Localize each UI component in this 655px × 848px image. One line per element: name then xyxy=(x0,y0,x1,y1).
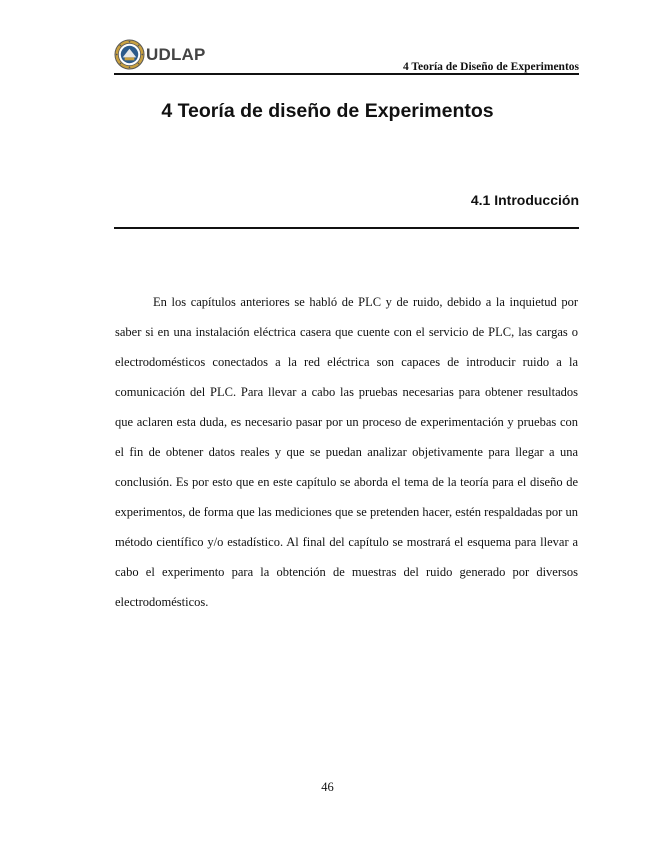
intro-paragraph: En los capítulos anteriores se habló de PLC y de ruido, debido a la inquietud por saber si en una instalación eléctrica casera que cuente con el servicio de PLC, las cargas o electrodomésticos conectados a la red eléctrica son capaces de introducir ruido a la comunicación del PLC. Para llevar a cabo las pruebas necesarias para obtener resultados que aclaren esta duda, es necesario pasar por un proceso de experimentación y pruebas con el fin de obtener datos reales y que se puedan analizar objetivamente para llegar a una conclusión. Es por esto que en este capítulo se aborda el tema de la teoría para el diseño de experimentos, de forma que las mediciones que se pretenden hacer, estén respaldadas por un método científico y/o estadístico. Al final del capítulo se mostrará el esquema para llevar a cabo el experimento para la obtención de muestras del ruido generado por diversos electrodomésticos. xyxy=(115,295,578,609)
header-rule xyxy=(114,73,579,75)
running-head: 4 Teoría de Diseño de Experimentos xyxy=(402,61,579,73)
body-text xyxy=(115,287,578,617)
page-header xyxy=(114,36,579,76)
logo-wordmark: UDLAP xyxy=(146,44,206,64)
udlap-logo xyxy=(114,39,206,70)
chapter-title: 4 Teoría de diseño de Experimentos xyxy=(161,100,494,122)
page-number: 46 xyxy=(321,780,334,794)
udlap-seal-icon xyxy=(114,39,145,70)
section-rule xyxy=(114,227,579,229)
section-title: 4.1 Introducción xyxy=(470,192,579,208)
